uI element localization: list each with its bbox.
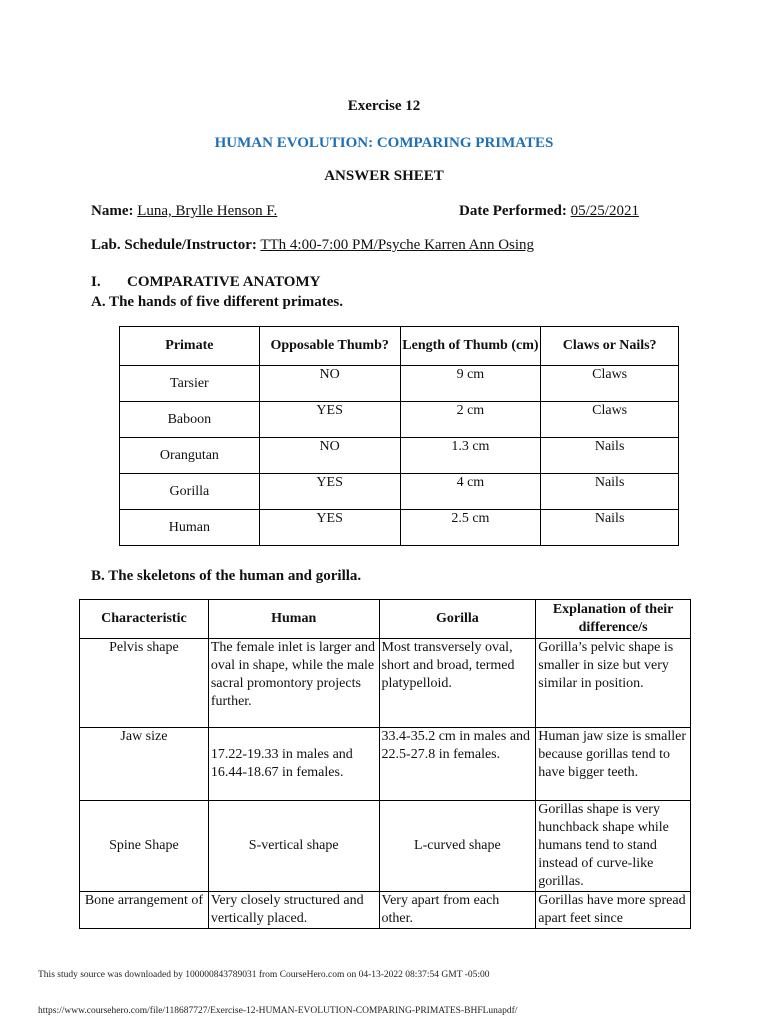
claws-nails-cell: Claws [541, 366, 679, 402]
primate-cell: Baboon [120, 402, 260, 438]
claws-nails-cell: Nails [541, 474, 679, 510]
column-header: Claws or Nails? [541, 327, 679, 366]
explanation-cell: Gorillas have more spread apart feet since [536, 892, 691, 929]
gorilla-cell: Very apart from each other. [379, 892, 536, 929]
table-header-row [80, 600, 691, 639]
source-url: https://www.coursehero.com/file/118687727/Exercise-12-HUMAN-EVOLUTION-COMPARING-PRIMATES-BHFLunapdf/ [38, 1006, 518, 1016]
table-row [80, 801, 691, 892]
explanation-cell: Gorilla’s pelvic shape is smaller in size but very similar in position. [536, 639, 691, 728]
name-label: Name: [91, 203, 134, 219]
table-row [80, 639, 691, 728]
characteristic-cell: Jaw size [80, 728, 209, 801]
thumb-length-cell: 4 cm [400, 474, 541, 510]
primate-cell: Orangutan [120, 438, 260, 474]
exercise-title: Exercise 12 [347, 98, 421, 114]
human-cell: Very closely structured and vertically placed. [208, 892, 379, 929]
characteristic-cell: Pelvis shape [80, 639, 209, 728]
opposable-thumb-cell: YES [259, 510, 400, 546]
date-field [459, 202, 639, 220]
column-header: Length of Thumb (cm) [400, 327, 541, 366]
name-value: Luna, Brylle Henson F. [137, 203, 278, 219]
skeleton-comparison-table [79, 599, 691, 929]
claws-nails-cell: Claws [541, 402, 679, 438]
section-heading: COMPARATIVE ANATOMY [127, 274, 321, 290]
human-cell: S-vertical shape [208, 801, 379, 892]
table-row [120, 402, 679, 438]
characteristic-cell: Bone arrangement of [80, 892, 209, 929]
characteristic-cell: Spine Shape [80, 801, 209, 892]
name-field [91, 202, 277, 220]
column-header: Opposable Thumb? [259, 327, 400, 366]
primate-cell: Human [120, 510, 260, 546]
answer-sheet-heading: ANSWER SHEET [324, 168, 444, 184]
opposable-thumb-cell: YES [259, 402, 400, 438]
primate-hands-table [119, 326, 679, 546]
column-header: Human [208, 600, 379, 639]
table-row [120, 510, 679, 546]
column-header: Characteristic [80, 600, 209, 639]
human-cell: The female inlet is larger and oval in shape, while the male sacral promontory projects further. [208, 639, 379, 728]
part-b-heading: B. The skeletons of the human and gorilla. [91, 568, 362, 584]
thumb-length-cell: 2.5 cm [400, 510, 541, 546]
table-row [80, 728, 691, 801]
column-header: Gorilla [379, 600, 536, 639]
explanation-cell: Human jaw size is smaller because gorillas tend to have bigger teeth. [536, 728, 691, 801]
lab-label: Lab. Schedule/Instructor: [91, 237, 257, 253]
lab-value: TTh 4:00-7:00 PM/Psyche Karren Ann Osing [260, 237, 535, 253]
gorilla-cell: Most transversely oval, short and broad, termed platypelloid. [379, 639, 536, 728]
primate-cell: Tarsier [120, 366, 260, 402]
section-numeral: I. [91, 274, 101, 290]
column-header: Explanation of their difference/s [536, 600, 691, 639]
date-value: 05/25/2021 [570, 203, 639, 219]
primate-cell: Gorilla [120, 474, 260, 510]
thumb-length-cell: 1.3 cm [400, 438, 541, 474]
table-header-row [120, 327, 679, 366]
explanation-cell: Gorillas shape is very hunchback shape while humans tend to stand instead of curve-like gorillas. [536, 801, 691, 892]
gorilla-cell: 33.4-35.2 cm in males and 22.5-27.8 in females. [379, 728, 536, 801]
table-row [120, 474, 679, 510]
table-row [80, 892, 691, 929]
claws-nails-cell: Nails [541, 438, 679, 474]
document-subtitle: HUMAN EVOLUTION: COMPARING PRIMATES [214, 135, 554, 151]
human-cell: 17.22-19.33 in males and 16.44-18.67 in females. [208, 728, 379, 801]
table-row [120, 366, 679, 402]
opposable-thumb-cell: YES [259, 474, 400, 510]
date-label: Date Performed: [459, 203, 567, 219]
thumb-length-cell: 2 cm [400, 402, 541, 438]
opposable-thumb-cell: NO [259, 438, 400, 474]
column-header: Primate [120, 327, 260, 366]
thumb-length-cell: 9 cm [400, 366, 541, 402]
table-row [120, 438, 679, 474]
gorilla-cell: L-curved shape [379, 801, 536, 892]
part-a-heading: A. The hands of five different primates. [91, 294, 343, 310]
claws-nails-cell: Nails [541, 510, 679, 546]
lab-schedule-field [91, 236, 534, 254]
opposable-thumb-cell: NO [259, 366, 400, 402]
download-notice: This study source was downloaded by 100000843789031 from CourseHero.com on 04-13-2022 08:37:54 GMT -05:00 [38, 970, 490, 980]
